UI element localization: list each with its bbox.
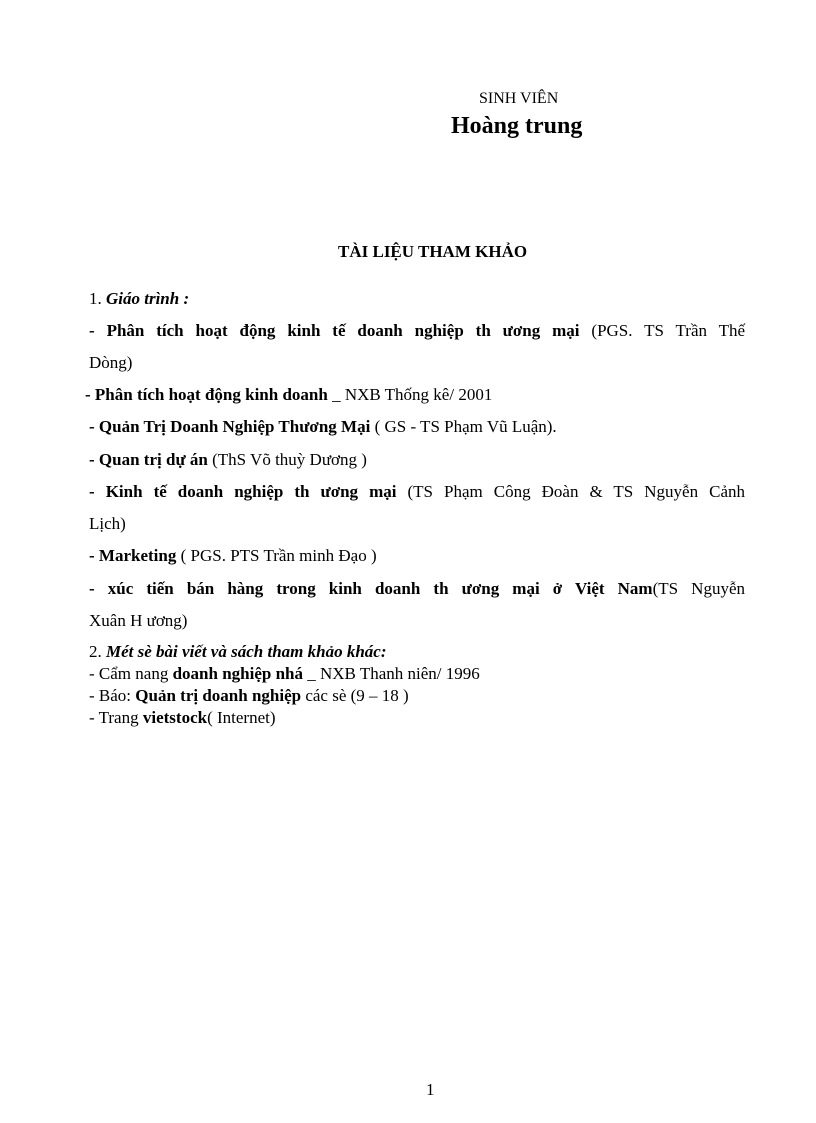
item-dash: - (89, 482, 95, 501)
other-reference-item (89, 707, 745, 729)
item-bold-text: Quan trị dự án (98, 450, 208, 469)
item-bold-text: Kinh tế doanh nghiệp th ương mại (105, 482, 397, 501)
reference-item (85, 384, 741, 406)
item-dash: - (85, 385, 91, 404)
section-heading-text: Mét sè bài viết và sách tham khảo khác: (106, 642, 387, 661)
section-heading-text: Giáo trình : (106, 289, 190, 308)
item-detail: (ThS Võ thuỳ Dương ) (212, 450, 367, 469)
item-detail: (TS Phạm Công Đoàn & TS Nguyễn Cảnh (407, 482, 745, 501)
item-bold-text: doanh nghiệp nhá (172, 664, 303, 683)
item-prefix: - Báo: (89, 686, 136, 705)
item-dash: - (89, 417, 95, 436)
item-detail: (PGS. TS Trần Thế (591, 321, 746, 340)
item-dash: - (89, 579, 95, 598)
item-detail: ( Internet) (207, 708, 276, 727)
student-label: SINH VIÊN (479, 90, 559, 107)
item-detail: ( GS - TS Phạm Vũ Luận). (374, 417, 557, 436)
item-prefix: - Trang (89, 708, 143, 727)
student-name: Hoàng trung (451, 113, 583, 139)
item-detail: ( PGS. PTS Trần minh Đạo ) (180, 546, 377, 565)
page-number: 1 (426, 1080, 435, 1099)
reference-item (89, 578, 745, 600)
other-reference-item (89, 663, 745, 685)
item-bold-text: xúc tiến bán hàng trong kinh doanh th ương mại ở Việt Nam (107, 579, 653, 598)
item-dash: - (89, 321, 95, 340)
item-prefix: - Cẩm nang (89, 664, 173, 683)
item-bold-text: Phân tích hoạt động kinh doanh (94, 385, 328, 404)
item-bold-text: Quản trị doanh nghiệp (135, 686, 302, 705)
reference-item-continuation: Dòng) (89, 353, 133, 372)
item-dash: - (89, 546, 95, 565)
item-bold-text: Quản Trị Doanh Nghiệp Thương Mại (98, 417, 371, 436)
item-dash: - (89, 450, 95, 469)
reference-item (89, 481, 745, 503)
section-1-heading (89, 288, 745, 310)
item-bold-text: Phân tích hoạt động kinh tế doanh nghiệp th ương mại (106, 321, 580, 340)
reference-item (89, 416, 745, 438)
item-bold-text: vietstock (142, 708, 208, 727)
item-bold-text: Marketing (98, 546, 177, 565)
reference-item-continuation: Xuân H ương) (89, 611, 188, 630)
references-title: TÀI LIỆU THAM KHẢO (338, 242, 528, 261)
item-detail: (TS Nguyễn (652, 579, 745, 598)
other-reference-item (89, 685, 745, 707)
section-2-heading (89, 641, 745, 663)
item-detail: _ NXB Thanh niên/ 1996 (302, 664, 480, 683)
reference-item (89, 545, 745, 567)
section-number: 1. (89, 289, 102, 308)
section-number: 2. (89, 642, 102, 661)
reference-item (89, 320, 745, 342)
item-detail: các sè (9 – 18 ) (301, 686, 409, 705)
reference-item-continuation: Lịch) (89, 514, 126, 533)
item-detail: _ NXB Thống kê/ 2001 (332, 385, 493, 404)
reference-item (89, 449, 745, 471)
